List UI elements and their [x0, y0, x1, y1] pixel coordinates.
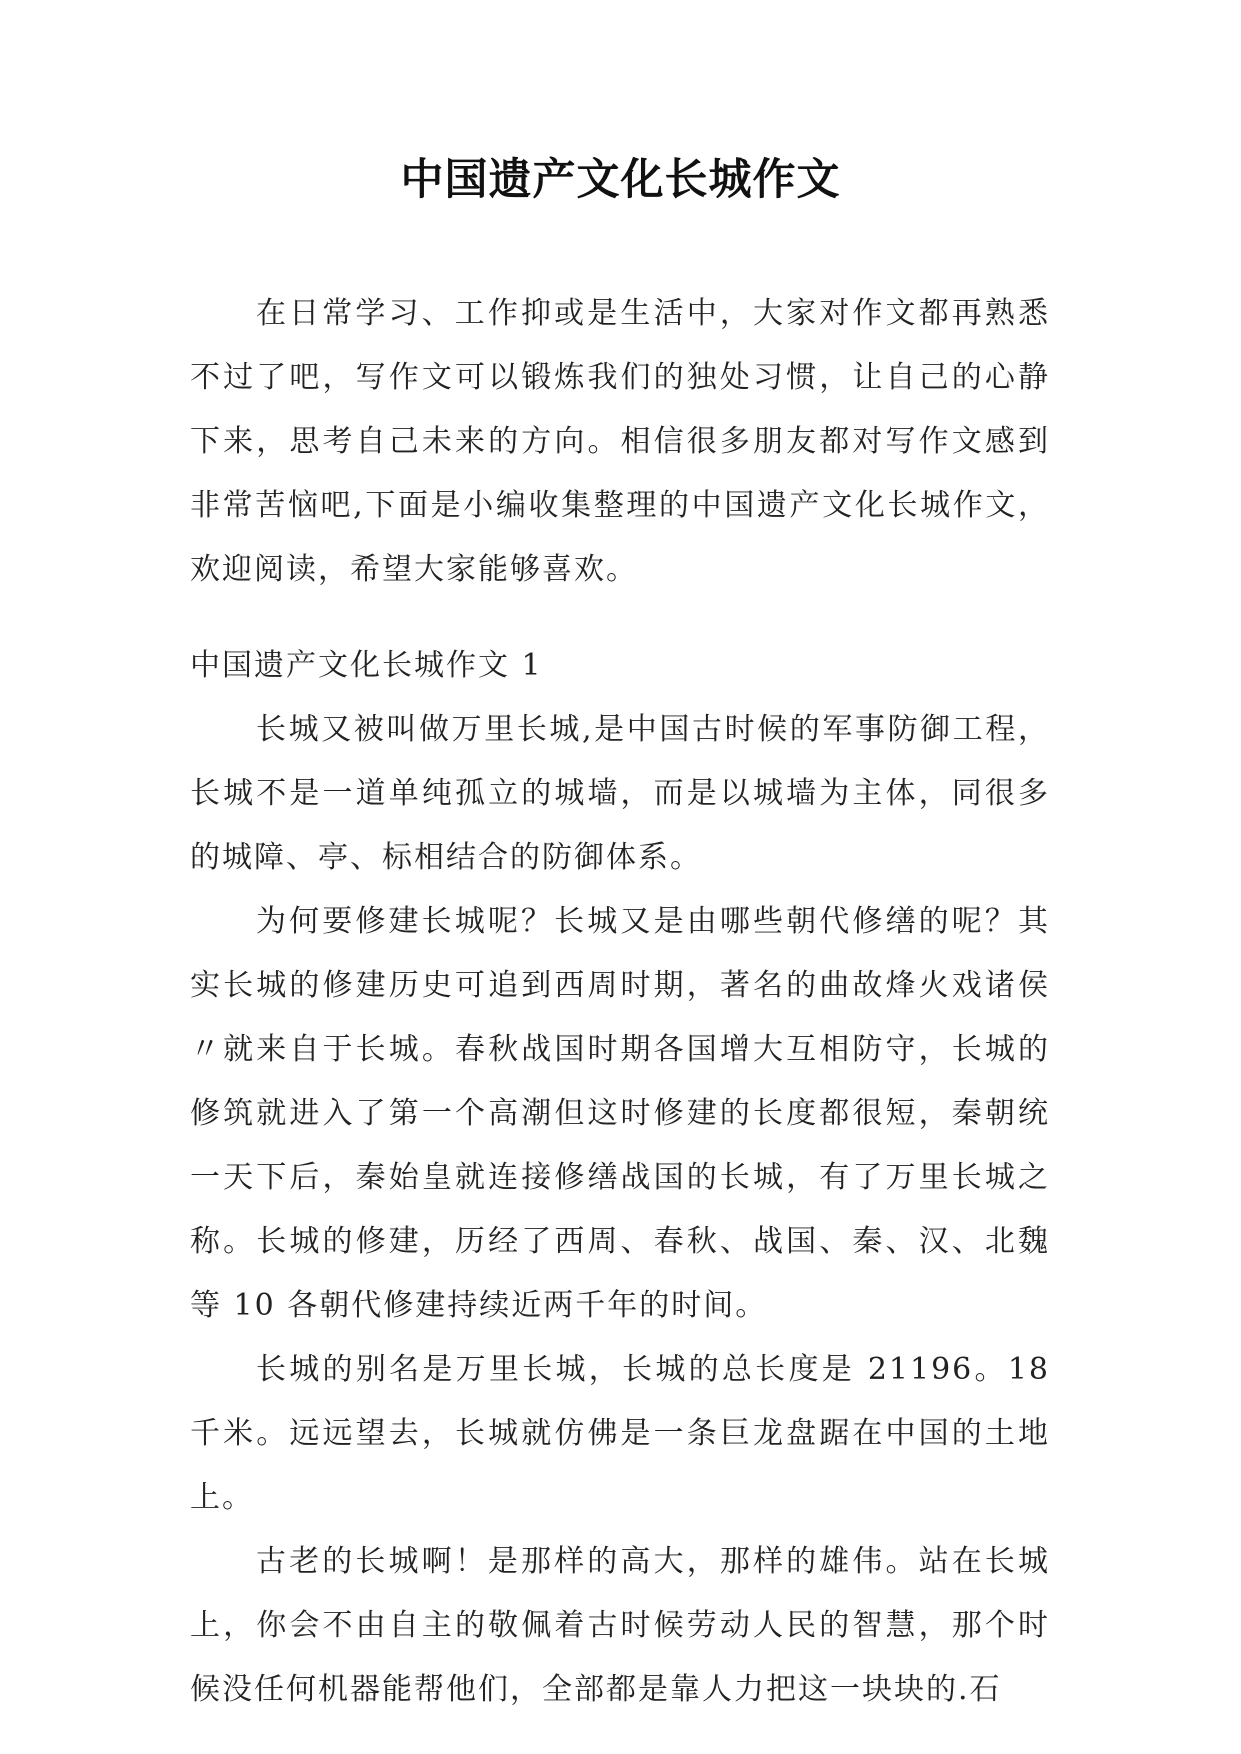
- body-paragraph: 长城又被叫做万里长城,是中国古时候的军事防御工程，长城不是一道单纯孤立的城墙，而是以城墙为主体，同很多的城障、亭、标相结合的防御体系。: [190, 712, 1050, 875]
- intro-paragraph: 在日常学习、工作抑或是生活中，大家对作文都再熟悉不过了吧，写作文可以锻炼我们的独处习惯，让自己的心静下来，思考自己未来的方向。相信很多朋友都对写作文感到非常苦恼吧,下面是小编收集整理的中国遗产文化长城作文，欢迎阅读，希望大家能够喜欢。: [190, 296, 1050, 587]
- body-paragraph: 长城的别名是万里长城，长城的总长度是 21196。18 千米。远远望去，长城就仿佛是一条巨龙盘踞在中国的土地上。: [190, 1352, 1050, 1515]
- document-title: 中国遗产文化长城作文: [400, 155, 841, 205]
- body-paragraph: 为何要修建长城呢？长城又是由哪些朝代修缮的呢？其实长城的修建历史可追到西周时期，著名的曲故烽火戏诸侯〃就来自于长城。春秋战国时期各国增大互相防守，长城的修筑就进入了第一个高潮但这时修建的长度都很短，秦朝统一天下后，秦始皇就连接修缮战国的长城，有了万里长城之称。长城的修建，历经了西周、春秋、战国、秦、汉、北魏等 10 各朝代修建持续近两千年的时间。: [190, 904, 1050, 1323]
- body-paragraph: 古老的长城啊！是那样的高大，那样的雄伟。站在长城上，你会不由自主的敬佩着古时候劳动人民的智慧，那个时候没任何机器能帮他们，全部都是靠人力把这一块块的.石: [190, 1544, 1050, 1707]
- section-heading: 中国遗产文化长城作文 1: [190, 648, 543, 683]
- document-body: [190, 282, 1050, 1722]
